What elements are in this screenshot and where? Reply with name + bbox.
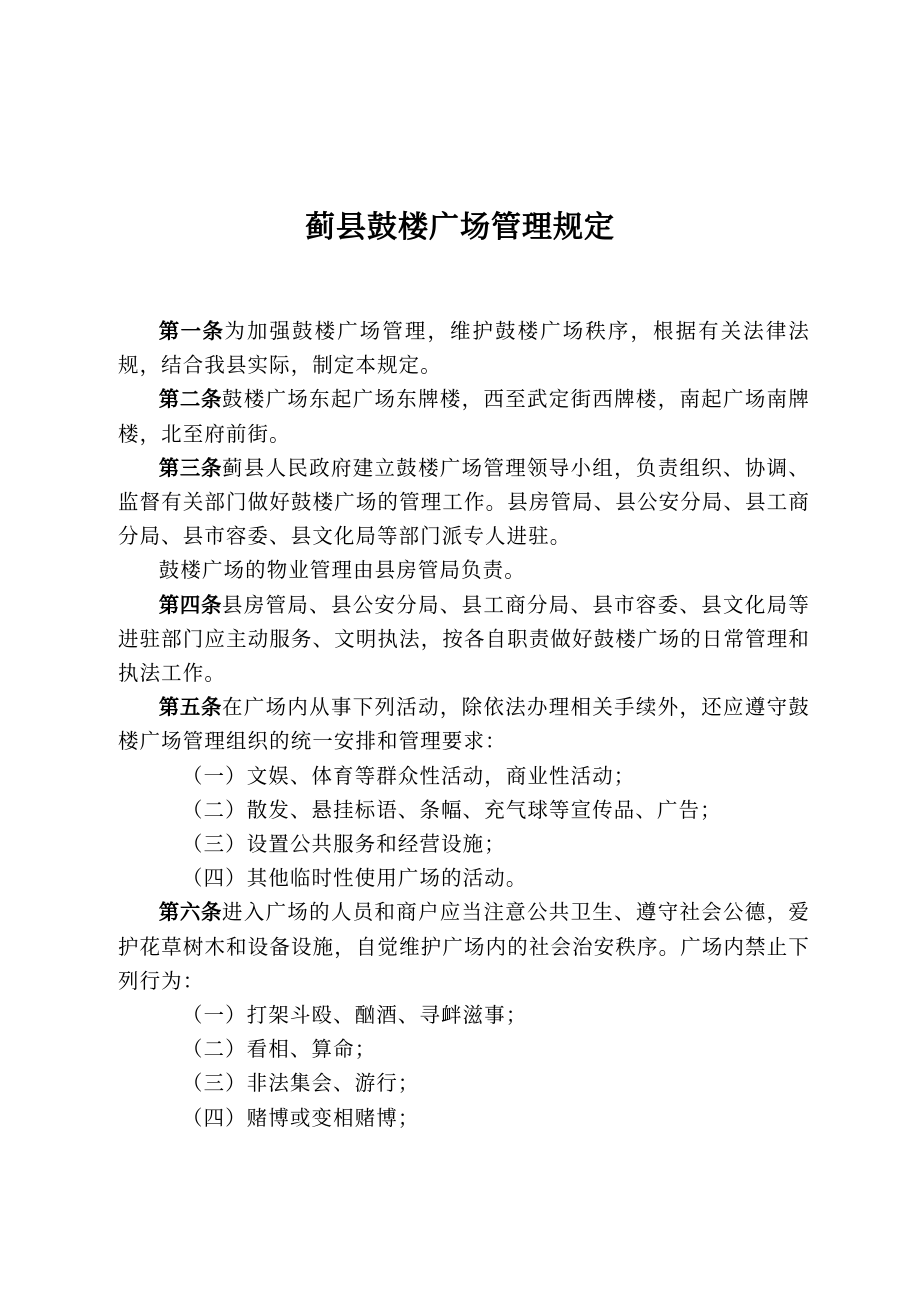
document-body bbox=[118, 314, 810, 1135]
article-3-paragraph-2 bbox=[118, 553, 810, 587]
article-text: 鼓楼广场东起广场东牌楼，西至武定街西牌楼，南起广场南牌楼，北至府前街。 bbox=[118, 387, 810, 446]
article-1 bbox=[118, 314, 810, 382]
list-item: （二）看相、算命； bbox=[182, 1037, 377, 1062]
article-text: 在广场内从事下列活动，除依法办理相关手续外，还应遵守鼓楼广场管理组织的统一安排和管理要求： bbox=[118, 695, 810, 754]
article-text: 为加强鼓楼广场管理，维护鼓楼广场秩序，根据有关法律法规，结合我县实际，制定本规定。 bbox=[118, 319, 811, 378]
article-heading: 第二条 bbox=[158, 387, 223, 412]
article-heading: 第五条 bbox=[158, 695, 223, 720]
article-heading: 第一条 bbox=[158, 319, 225, 343]
list-item: （一）文娱、体育等群众性活动，商业性活动； bbox=[182, 763, 636, 788]
list-item: （三）非法集会、游行； bbox=[182, 1071, 420, 1096]
article-heading: 第六条 bbox=[158, 900, 223, 925]
document-title: 蓟县鼓楼广场管理规定 bbox=[305, 210, 615, 245]
list-item: （四）其他临时性使用广场的活动。 bbox=[182, 866, 528, 891]
list-item: （二）散发、悬挂标语、条幅、充气球等宣传品、广告； bbox=[182, 797, 722, 822]
article-text: 县房管局、县公安分局、县工商分局、县市容委、县文化局等进驻部门应主动服务、文明执法，按各自职责做好鼓楼广场的日常管理和执法工作。 bbox=[118, 592, 810, 686]
article-6 bbox=[118, 895, 810, 998]
article-text: 蓟县人民政府建立鼓楼广场管理领导小组，负责组织、协调、监督有关部门做好鼓楼广场的管理工作。县房管局、县公安分局、县工商分局、县市容委、县文化局等部门派专人进驻。 bbox=[118, 455, 810, 549]
article-heading: 第四条 bbox=[158, 592, 223, 617]
list-item: （三）设置公共服务和经营设施； bbox=[182, 832, 506, 857]
article-5 bbox=[118, 690, 810, 758]
article-4 bbox=[118, 588, 810, 691]
article-heading: 第三条 bbox=[158, 455, 223, 480]
article-2 bbox=[118, 382, 810, 450]
article-3 bbox=[118, 451, 810, 554]
list-item: （四）赌博或变相赌博； bbox=[182, 1105, 420, 1130]
article-text: 进入广场的人员和商户应当注意公共卫生、遵守社会公德，爱护花草树木和设备设施，自觉维护广场内的社会治安秩序。广场内禁止下列行为： bbox=[118, 900, 810, 993]
list-item: （一）打架斗殴、酗酒、寻衅滋事； bbox=[182, 1003, 528, 1028]
paragraph-text: 鼓楼广场的物业管理由县房管局负责。 bbox=[158, 558, 526, 583]
